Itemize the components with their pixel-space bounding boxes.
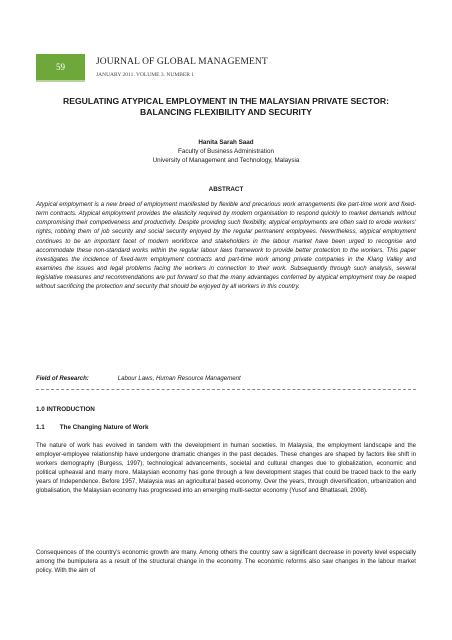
page-number: 59 — [56, 62, 65, 72]
author-university: University of Management and Technology, Malaysia — [152, 157, 300, 164]
author-faculty: Faculty of Business Administration — [178, 148, 274, 155]
subsection-heading — [36, 424, 149, 431]
field-label: Field of Research: — [36, 375, 89, 382]
author-name: Hanita Sarah Saad — [198, 139, 254, 146]
journal-name: JOURNAL OF GLOBAL MANAGEMENT — [96, 57, 268, 67]
page-number-badge — [36, 54, 85, 80]
subsection-title: The Changing Nature of Work — [59, 424, 149, 431]
abstract-text: Atypical employment is a new breed of employment manifested by flexible and precarious work arrangements like part-time work and fixed-term contracts. Atypical employment provides the elasticity required by modern organisation to respond quickly to market demands without compromising their competiveness and productivity. Despite providing such flexibility, atypical employments are often said to erode workers' rights, robbing them of job security and social security enjoyed by the regular permanent employees. Nevertheless, atypical employment continues to be an important facet of modern workforce and stakeholders in the labour market have been urged to recognise and accommodate these non-standard works within the regular labour laws framework to provide better protection to the workers. This paper investigates the incidence of fixed-term employment contracts and part-time work among private companies in the Klang Valley and examines the issues and legal problems facing the workers in connection to their work. Subsequently through such analysis, several legislative measures and recommendations are put forward so that the many advantages conferred by atypical employment may be reaped without sacrificing the protection and security that should be enjoyed by all workers in this country. — [36, 201, 416, 291]
title-line-1: REGULATING ATYPICAL EMPLOYMENT IN THE MALAYSIAN PRIVATE SECTOR: — [63, 96, 389, 106]
dashed-divider — [36, 389, 416, 390]
title-line-2: BALANCING FLEXIBILITY AND SECURITY — [140, 107, 312, 117]
abstract-heading: ABSTRACT — [208, 186, 244, 193]
author-block — [36, 138, 416, 165]
section-heading: 1.0 INTRODUCTION — [36, 406, 95, 413]
body-paragraph-1: The nature of work has evolved in tandem with the development in human societies. In Malaysia, the employment landscape and the employer-employee relationship have undergone dramatic changes in the past decades. These changes are shaped by factors like shift in workers demography (Burgess, 1997), technological advancements, societal and cultural changes due to globalization, economic and political upheaval and many more. Malaysian economy has gone through a few development stages that could be traced back to the early years of Independence. Before 1957, Malaysia was an agricultural based economy. Over the years, through diversification, urbanization and globalisation, the Malaysian economy has progressed into an emerging multi-sector economy (Yusof and Bhattasali, 2008). — [36, 442, 416, 495]
field-of-research — [36, 375, 241, 382]
body-paragraph-2: Consequences of the country's economic growth are many. Among others the country saw a significant decrease in poverty level especially among the bumiputera as a result of the structural change in the economy. The economic reforms also saw changes in the labour market policy. With the aim of — [36, 549, 416, 575]
paper-title — [36, 96, 416, 118]
badge-underline — [36, 80, 85, 82]
field-value: Labour Laws, Human Resource Management — [117, 375, 241, 382]
journal-issue: JANUARY 2011. VOLUME 3. NUMBER 1 — [96, 72, 195, 78]
subsection-number: 1.1 — [36, 424, 45, 431]
